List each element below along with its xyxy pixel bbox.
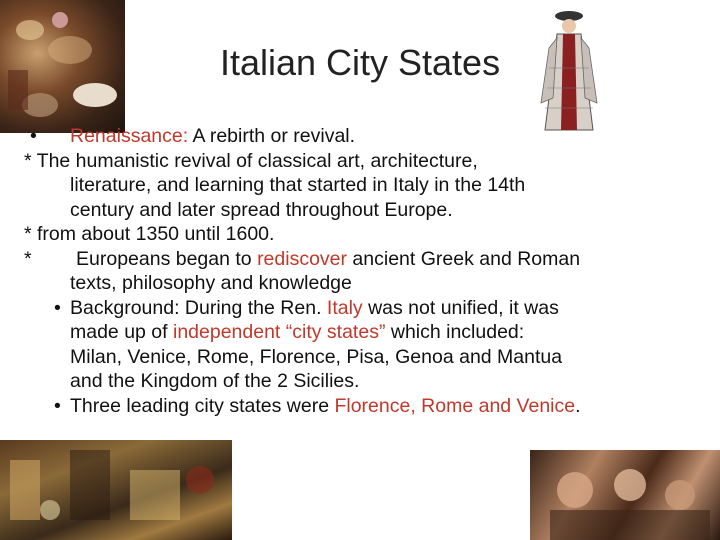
humanistic-line-3: century and later spread throughout Europe. (70, 198, 453, 221)
bullet-dot: • (54, 296, 61, 319)
painting-bottom-left (0, 440, 232, 540)
highlight-city-states: independent “city states” (172, 321, 386, 343)
asterisk-mark: * (24, 223, 32, 245)
date-range-line (24, 222, 684, 247)
background-line-3: Milan, Venice, Rome, Florence, Pisa, Genoa and Mantua (70, 345, 563, 368)
background-text-a: Background: During the Ren. (70, 296, 327, 319)
venetian-figure-image (527, 8, 612, 136)
asterisk-mark: * (24, 149, 32, 172)
slide-body (24, 124, 684, 418)
background-text-d: which included: (385, 321, 525, 343)
painting-top-left (0, 0, 125, 133)
leading-cities-line (24, 394, 684, 419)
background-line-2 (24, 320, 684, 345)
background-text-c: made up of (70, 321, 173, 343)
definition-text: A rebirth or revival. (188, 125, 356, 147)
rediscover-text-b: ancient Greek and Roman (347, 247, 581, 270)
painting-bottom-right (530, 450, 720, 540)
rediscover-line-1 (24, 247, 684, 272)
bullet-renaissance (24, 124, 684, 149)
slide-title: Italian City States (219, 42, 501, 83)
highlight-leading-cities: Florence, Rome and Venice (334, 394, 576, 417)
background-text-b: was not unified, it was (362, 296, 559, 319)
highlight-rediscover: rediscover (257, 247, 348, 270)
background-line-1 (24, 296, 684, 321)
humanistic-line-2: literature, and learning that started in Italy in the 14th (70, 174, 526, 196)
rediscover-text-a: Europeans began to (76, 247, 258, 270)
highlight-italy: Italy (326, 296, 363, 319)
bullet-dot: • (30, 125, 37, 147)
asterisk-mark: * (24, 247, 32, 270)
term-renaissance: Renaissance: (70, 125, 189, 147)
background-line-4: and the Kingdom of the 2 Sicilies. (70, 370, 360, 392)
period: . (575, 394, 581, 417)
date-range-text: from about 1350 until 1600. (31, 223, 275, 245)
leading-cities-text: Three leading city states were (70, 394, 335, 417)
humanistic-text-1: The humanistic revival of classical art, architecture, (31, 149, 478, 172)
humanistic-line-1 (24, 149, 684, 174)
rediscover-line-2: texts, philosophy and knowledge (70, 272, 352, 294)
bullet-dot: • (54, 394, 61, 417)
